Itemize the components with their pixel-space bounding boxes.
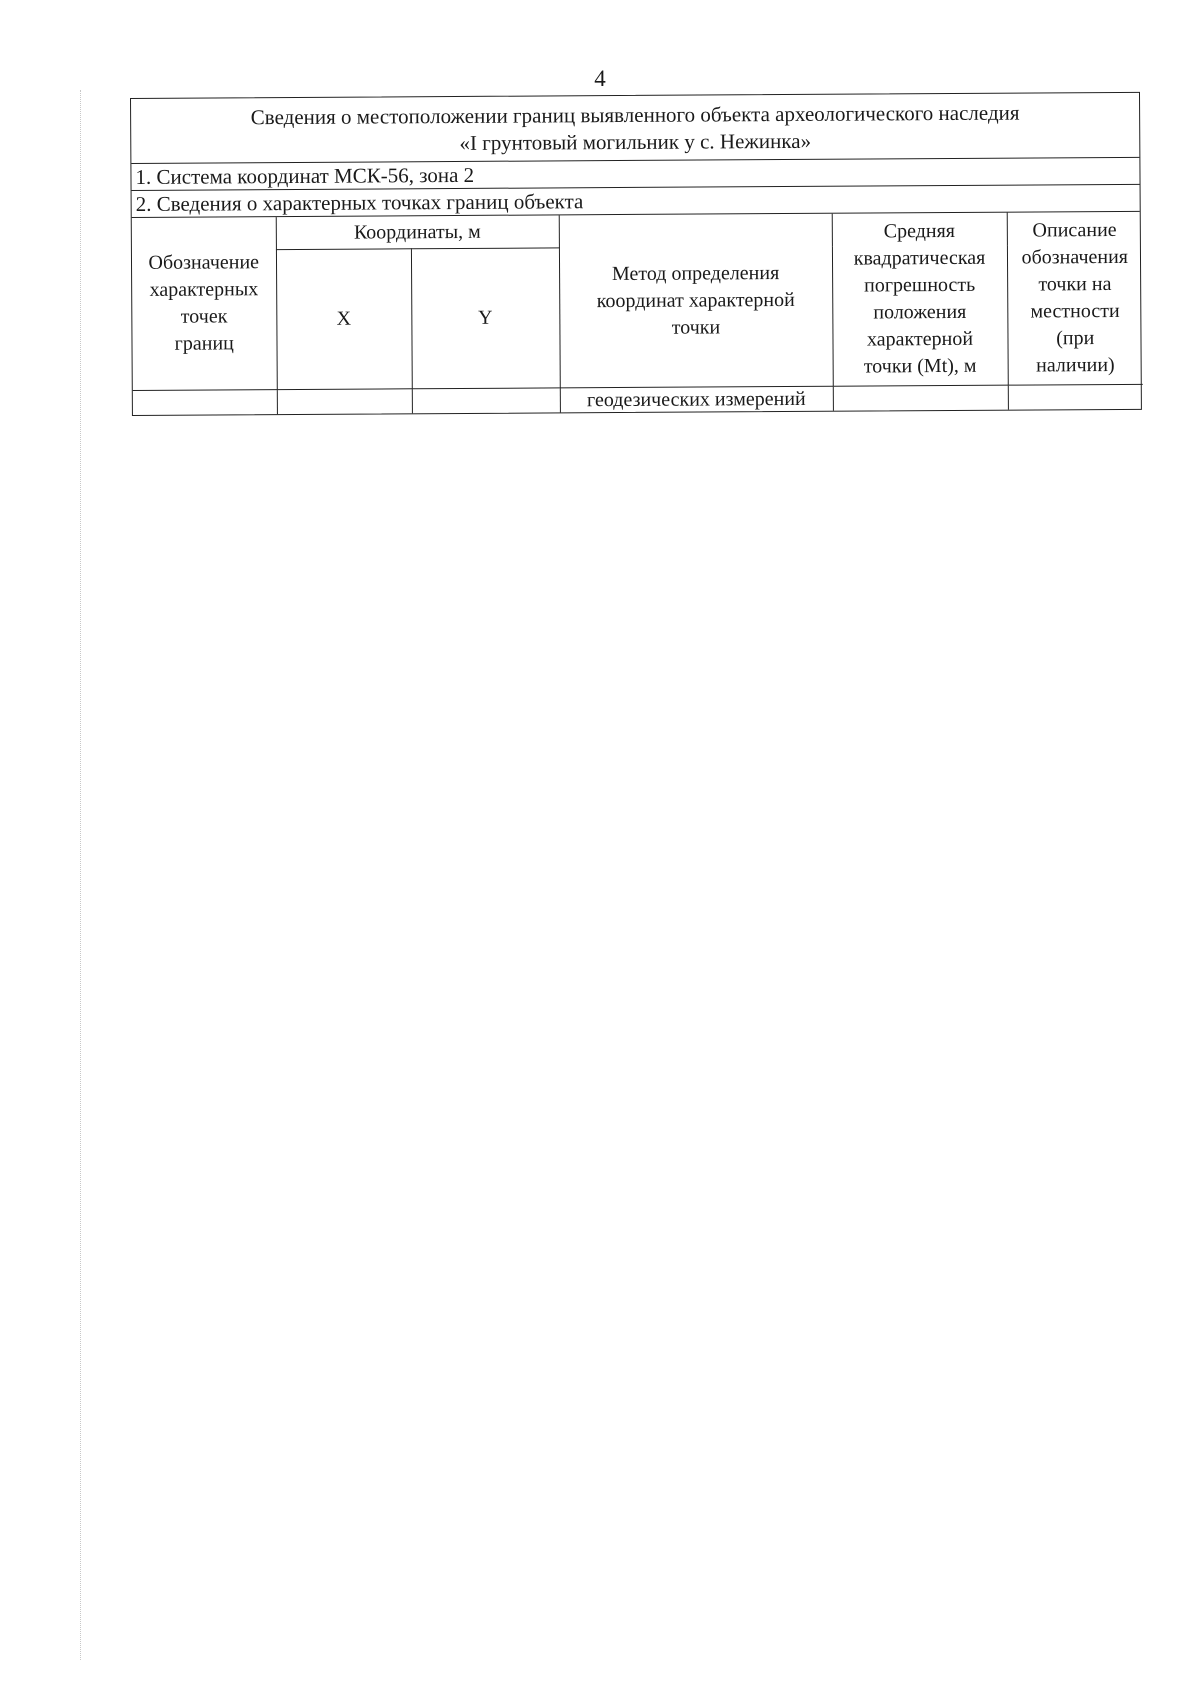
cell-y — [412, 388, 560, 413]
header-description: Описание обозначения точки на местности (при наличии) — [1007, 212, 1143, 385]
coordinate-system-line: 1. Система координат МСК-56, зона 2 — [131, 158, 1139, 191]
table-row — [133, 384, 1143, 415]
header-error: Средняя квадратическая погрешность положения характерной точки (Mt), м — [832, 213, 1008, 387]
cell-designation — [133, 390, 277, 415]
cell-error — [833, 385, 1008, 411]
header-designation: Обозначение характерных точек границ — [132, 217, 277, 390]
document-title — [131, 93, 1139, 164]
characteristic-points-table — [132, 212, 1143, 415]
title-line-1: Сведения о местоположении границ выявленного объекта археологического наследия — [250, 100, 1020, 130]
header-x: X — [276, 249, 412, 390]
page-number: 4 — [594, 66, 606, 91]
table-header-row — [132, 212, 1142, 251]
header-method: Метод определения координат характерной точки — [559, 214, 833, 388]
header-coordinates: Координаты, м — [276, 215, 559, 249]
characteristic-points-heading: 2. Сведения о характерных точках границ объекта — [132, 185, 1140, 218]
cell-x — [277, 389, 412, 414]
boundary-info-sheet — [130, 92, 1142, 416]
header-y: Y — [411, 248, 560, 389]
scan-margin-line — [80, 90, 81, 1660]
title-line-2: «I грунтовый могильник у с. Нежинка» — [459, 128, 812, 155]
cell-description — [1008, 384, 1143, 409]
cell-method: геодезических измерений — [560, 386, 833, 412]
